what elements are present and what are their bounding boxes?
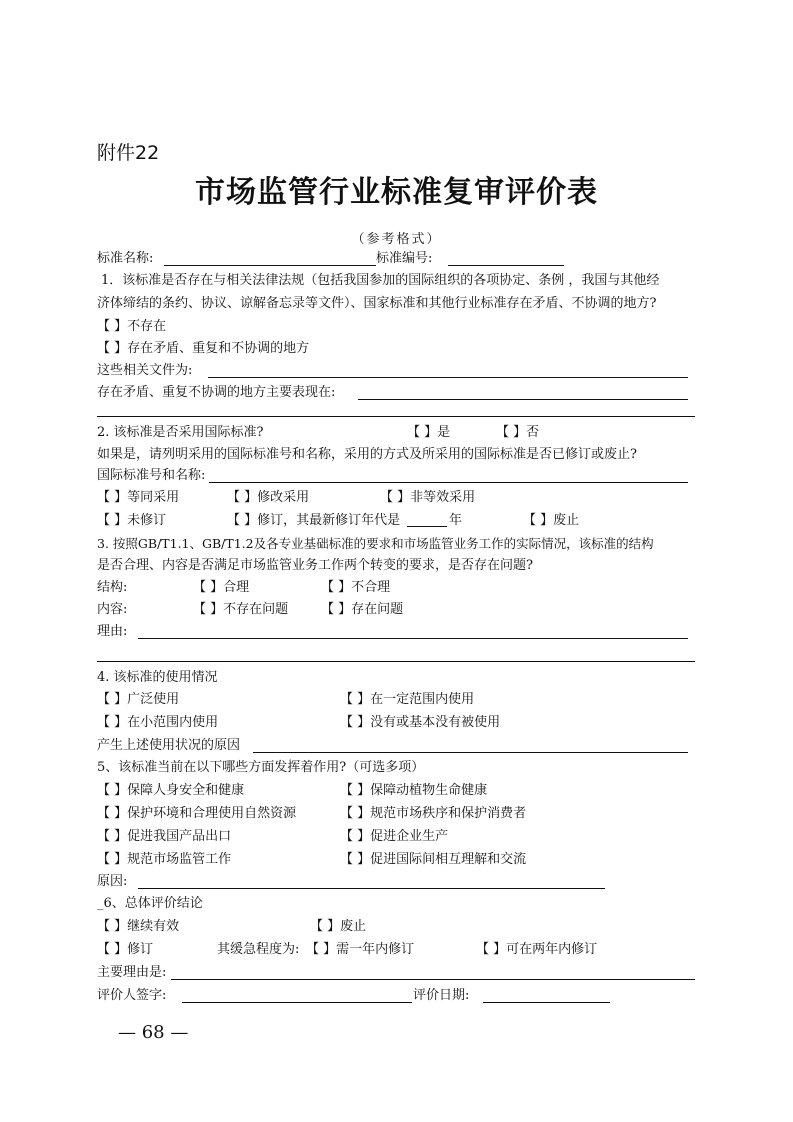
q5-option-5[interactable]: 【 】促进我国产品出口 — [97, 829, 232, 844]
page-number: — 68 — — [118, 1022, 189, 1043]
q3-reason-field-line2[interactable] — [97, 661, 695, 662]
q1-main-issue-field[interactable] — [358, 399, 688, 400]
q4-text: 4. 该标准的使用情况 — [97, 670, 218, 685]
q6-urgency-label: 其缓急程度为: — [217, 942, 300, 957]
q3-content-label: 内容: — [97, 602, 128, 617]
q2-intl-field[interactable] — [209, 482, 688, 483]
page-subtitle: （参考格式） — [351, 232, 442, 247]
q1-main-issue-label: 存在矛盾、重复不协调的地方主要表现在: — [97, 385, 336, 400]
q2-option-modified[interactable]: 【 】修改采用 — [227, 490, 310, 505]
q5-option-3[interactable]: 【 】保护环境和合理使用自然资源 — [97, 806, 297, 821]
q1-text-line1: 1．该标准是否存在与相关法律法规（包括我国参加的国际组织的各项协定、条例 ，我国与其他经 — [101, 273, 660, 288]
q5-reason-label: 原因: — [97, 874, 128, 889]
q2-revision-year-field[interactable] — [407, 526, 447, 527]
q4-option-unused[interactable]: 【 】没有或基本没有被使用 — [340, 715, 501, 730]
q3-option-no-problem[interactable]: 【 】不存在问题 — [193, 602, 289, 617]
q1-related-docs-label: 这些相关文件为: — [97, 363, 193, 378]
q5-option-1[interactable]: 【 】保障人身安全和健康 — [97, 783, 245, 798]
q1-option-exists[interactable]: 【 】存在矛盾、重复和不协调的地方 — [97, 341, 310, 356]
date-field[interactable] — [483, 1002, 610, 1003]
q2-intl-label: 国际标准号和名称: — [97, 468, 206, 483]
q4-cause-label: 产生上述使用状况的原因 — [97, 738, 241, 753]
q1-related-docs-field[interactable] — [208, 377, 688, 378]
q6-main-reason-field[interactable] — [171, 979, 695, 980]
q6-option-two-years[interactable]: 【 】可在两年内修订 — [476, 942, 598, 957]
date-label: 评价日期: — [413, 988, 470, 1003]
standard-no-label: 标准编号: — [376, 251, 433, 266]
q6-main-reason-label: 主要理由是: — [97, 965, 167, 980]
q2-year-suffix: 年 — [449, 513, 463, 528]
q2-option-unrevised[interactable]: 【 】未修订 — [97, 513, 167, 528]
q6-option-revise[interactable]: 【 】修订 — [97, 942, 154, 957]
q5-option-4[interactable]: 【 】规范市场秩序和保护消费者 — [340, 806, 527, 821]
q1-option-none[interactable]: 【 】不存在 — [97, 319, 167, 334]
q1-text-line2: 济体缔结的条约、协议、谅解备忘录等文件）、国家标准和其他行业标准存在矛盾、不协调的地方? — [97, 296, 657, 311]
q6-option-one-year[interactable]: 【 】需一年内修订 — [306, 942, 415, 957]
page-title: 市场监管行业标准复审评价表 — [195, 175, 598, 210]
q2-followup: 如果是，请列明采用的国际标准号和名称，采用的方式及所采用的国际标准是否已修订或废止? — [97, 447, 637, 462]
signature-field[interactable] — [182, 1002, 412, 1003]
q3-text-line2: 是否合理、内容是否满足市场监管业务工作两个转变的要求，是否存在问题? — [97, 558, 533, 573]
appendix-label: 附件22 — [97, 142, 160, 164]
q3-text-line1: 3. 按照GB/T1.1、GB/T1.2及各专业基础标准的要求和市场监管业务工作的实际情况，该标准的结构 — [97, 536, 654, 551]
q2-option-revised[interactable]: 【 】修订，其最新修订年代是 — [227, 513, 401, 528]
q2-option-nonequivalent[interactable]: 【 】非等效采用 — [380, 490, 476, 505]
q3-reason-label: 理由: — [97, 624, 128, 639]
q5-text: 5、该标准当前在以下哪些方面发挥着作用?（可选多项） — [97, 760, 425, 775]
q5-option-2[interactable]: 【 】保障动植物生命健康 — [340, 783, 488, 798]
standard-name-label: 标准名称: — [97, 251, 154, 266]
q2-option-identical[interactable]: 【 】等同采用 — [97, 490, 180, 505]
q1-main-issue-field-line2[interactable] — [97, 416, 695, 417]
q2-text: 2. 该标准是否采用国际标准? — [97, 425, 264, 440]
standard-name-field[interactable] — [164, 265, 376, 266]
q4-option-small[interactable]: 【 】在小范围内使用 — [97, 715, 219, 730]
q6-option-abolish[interactable]: 【 】废止 — [310, 919, 367, 934]
q4-option-certain[interactable]: 【 】在一定范围内使用 — [340, 692, 475, 707]
q4-option-wide[interactable]: 【 】广泛使用 — [97, 692, 180, 707]
q3-option-problem[interactable]: 【 】存在问题 — [321, 602, 404, 617]
q5-option-8[interactable]: 【 】促进国际间相互理解和交流 — [340, 852, 527, 867]
q5-reason-field[interactable] — [138, 888, 605, 889]
standard-no-field[interactable] — [448, 265, 564, 266]
q4-cause-field[interactable] — [253, 752, 688, 753]
q5-option-6[interactable]: 【 】促进企业生产 — [340, 829, 449, 844]
signature-label: 评价人签字: — [97, 988, 167, 1003]
q2-option-no[interactable]: 【 】否 — [496, 425, 540, 440]
q3-option-reasonable[interactable]: 【 】合理 — [193, 580, 250, 595]
q3-option-unreasonable[interactable]: 【 】不合理 — [321, 580, 391, 595]
q3-reason-field[interactable] — [138, 638, 688, 639]
q6-option-continue[interactable]: 【 】继续有效 — [97, 919, 180, 934]
q2-option-abolished[interactable]: 【 】废止 — [523, 513, 580, 528]
q5-option-7[interactable]: 【 】规范市场监管工作 — [97, 852, 232, 867]
q6-text: _6、总体评价结论 — [97, 896, 203, 911]
q3-structure-label: 结构: — [97, 580, 128, 595]
q2-option-yes[interactable]: 【 】是 — [407, 425, 451, 440]
